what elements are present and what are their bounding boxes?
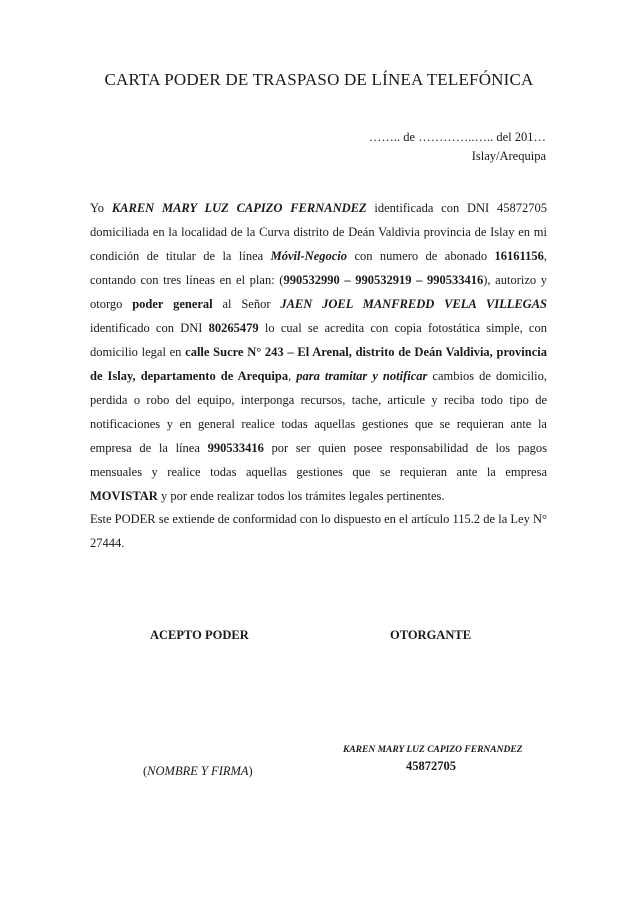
- date-place-block: [369, 128, 546, 166]
- grantor-signature-dni: 45872705: [406, 759, 456, 773]
- text-run: lo cual se acredita con copia fotostática simple, con domicilio legal en: [90, 321, 547, 359]
- name-signature-text: NOMBRE Y FIRMA: [147, 764, 249, 778]
- text-run: ), autorizo y otorgo: [90, 273, 548, 311]
- purpose-phrase: para tramitar y notificar: [296, 369, 428, 383]
- paren-close: ): [248, 764, 253, 778]
- line-numbers: 990532990 – 990532919 – 990533416: [283, 273, 484, 287]
- grantee-dni: 80265479: [208, 321, 259, 335]
- place-line: Islay/Arequipa: [471, 149, 546, 163]
- power-type: poder general: [132, 297, 213, 311]
- transfer-line-number: 990533416: [207, 441, 264, 455]
- company-name: MOVISTAR: [90, 489, 158, 503]
- text-run: al Señor: [212, 297, 281, 311]
- text-run: por ser quien posee responsabilidad de los pagos mensuales y realice todas aquellas gestiones que se requieran ante la empresa: [90, 441, 547, 479]
- main-paragraph: [90, 196, 547, 508]
- grantor-heading: OTORGANTE: [390, 628, 472, 642]
- document-title: CARTA PODER DE TRASPASO DE LÍNEA TELEFÓNICA: [104, 70, 534, 89]
- text-run: y por ende realizar todos los trámites legales pertinentes.: [157, 489, 445, 503]
- text-run: cambios de domicilio, perdida o robo del equipo, interponga recursos, tache, articule y reciba todo tipo de notificaciones y en general realice todas aquellas gestiones que se requieran ante la empresa de la línea: [90, 369, 547, 455]
- paren-open: (: [143, 764, 148, 778]
- plan-name: Móvil-Negocio: [270, 249, 348, 263]
- text-run: con numero de abonado: [347, 249, 495, 263]
- grantor-name: KAREN MARY LUZ CAPIZO FERNANDEZ: [111, 201, 367, 215]
- date-line: …….. de …………..….. del 201…: [368, 130, 546, 144]
- text-run: Yo: [90, 201, 112, 215]
- subscriber-number: 16161156: [494, 249, 544, 263]
- grantor-signature-name: KAREN MARY LUZ CAPIZO FERNANDEZ: [343, 745, 523, 755]
- text-run: ,: [288, 369, 297, 383]
- text-run: identificado con DNI: [90, 321, 209, 335]
- name-and-signature-label: [143, 764, 253, 779]
- paragraph-body: [90, 196, 547, 508]
- legal-basis-paragraph: Este PODER se extiende de conformidad con lo dispuesto en el artículo 115.2 de la Ley N° 27444.: [90, 512, 547, 550]
- text-run: identificada con DNI 45872705 domiciliada en la localidad de la Curva distrito de Deán Valdivia provincia de Islay en mi condición de titular de la línea: [90, 201, 548, 263]
- grantee-address: calle Sucre N° 243 – El Arenal, distrito de Deán Valdivia, provincia de Islay, departamento de Arequipa: [90, 345, 547, 383]
- grantee-name: JAEN JOEL MANFREDD VELA VILLEGAS: [280, 297, 547, 311]
- text-run: , contando con tres líneas en el plan: (: [90, 249, 547, 287]
- accept-power-heading: ACEPTO PODER: [150, 628, 249, 642]
